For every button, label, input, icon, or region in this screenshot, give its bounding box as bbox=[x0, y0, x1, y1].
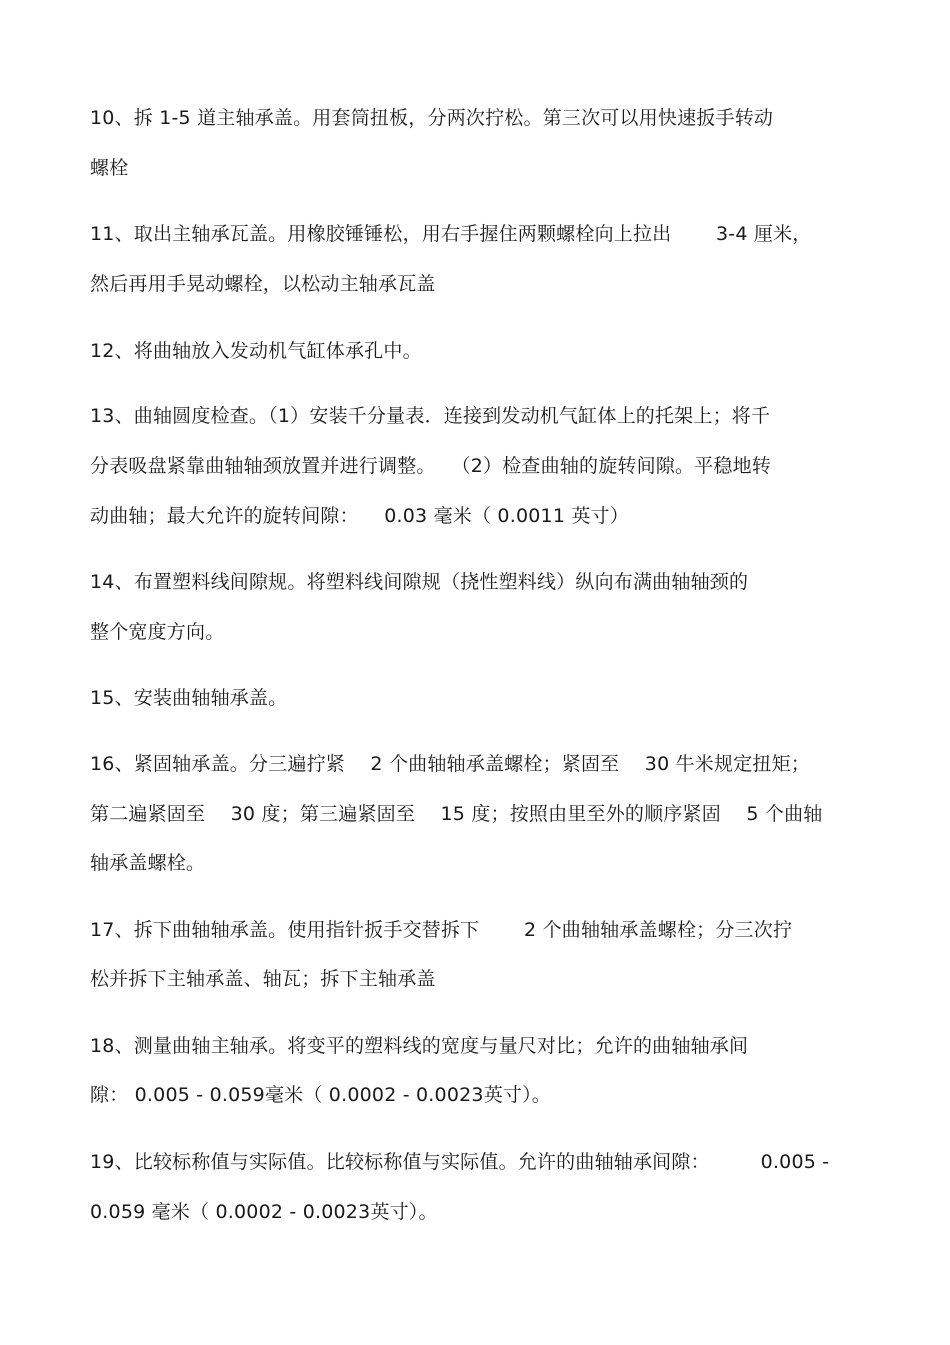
paragraph-10-line-1: 10、拆 1-5 道主轴承盖。用套筒扭板，分两次拧松。第三次可以用快速扳手转动 bbox=[90, 107, 774, 129]
paragraph-16-line-2: 第二遍紧固至 30 度；第三遍紧固至 15 度；按照由里至外的顺序紧固 5 个曲轴 bbox=[90, 803, 823, 825]
paragraph-16-line-1: 16、紧固轴承盖。分三遍拧紧 2 个曲轴轴承盖螺栓；紧固至 30 牛米规定扭矩； bbox=[90, 753, 811, 775]
paragraph-17-line-2: 松并拆下主轴承盖、轴瓦；拆下主轴承盖 bbox=[90, 968, 436, 990]
paragraph-18-line-2: 隙： 0.005 - 0.059毫米（ 0.0002 - 0.0023英寸）。 bbox=[90, 1084, 551, 1106]
paragraph-14-line-2: 整个宽度方向。 bbox=[90, 621, 225, 643]
paragraph-16-line-3: 轴承盖螺栓。 bbox=[90, 852, 206, 874]
paragraph-11-line-2: 然后再用手晃动螺栓，以松动主轴承瓦盖 bbox=[90, 273, 436, 295]
paragraph-15-line-1: 15、安装曲轴轴承盖。 bbox=[90, 687, 288, 709]
paragraph-10-line-2: 螺栓 bbox=[90, 157, 129, 179]
paragraph-19-line-2: 0.059 毫米（ 0.0002 - 0.0023英寸）。 bbox=[90, 1201, 438, 1223]
paragraph-13-line-2: 分表吸盘紧靠曲轴轴颈放置并进行调整。 （2）检查曲轴的旋转间隙。平稳地转 bbox=[90, 455, 772, 477]
paragraph-18-line-1: 18、测量曲轴主轴承。将变平的塑料线的宽度与量尺对比；允许的曲轴轴承间 bbox=[90, 1035, 749, 1057]
paragraph-17-line-1: 17、拆下曲轴轴承盖。使用指针扳手交替拆下 2 个曲轴轴承盖螺栓；分三次拧 bbox=[90, 919, 793, 941]
paragraph-13-line-3: 动曲轴；最大允许的旋转间隙： 0.03 毫米（ 0.0011 英寸） bbox=[90, 505, 629, 527]
paragraph-19-line-1: 19、比较标称值与实际值。比较标称值与实际值。允许的曲轴轴承间隙： 0.005 - bbox=[90, 1151, 830, 1173]
paragraph-11-line-1: 11、取出主轴承瓦盖。用橡胶锤锤松，用右手握住两颗螺栓向上拉出 3-4 厘米， bbox=[90, 223, 812, 245]
paragraph-12-line-1: 12、将曲轴放入发动机气缸体承孔中。 bbox=[90, 340, 422, 362]
paragraph-14-line-1: 14、布置塑料线间隙规。将塑料线间隙规（挠性塑料线）纵向布满曲轴轴颈的 bbox=[90, 571, 749, 593]
paragraph-13-line-1: 13、曲轴圆度检查。（1）安装千分量表．连接到发动机气缸体上的托架上；将千 bbox=[90, 405, 771, 427]
